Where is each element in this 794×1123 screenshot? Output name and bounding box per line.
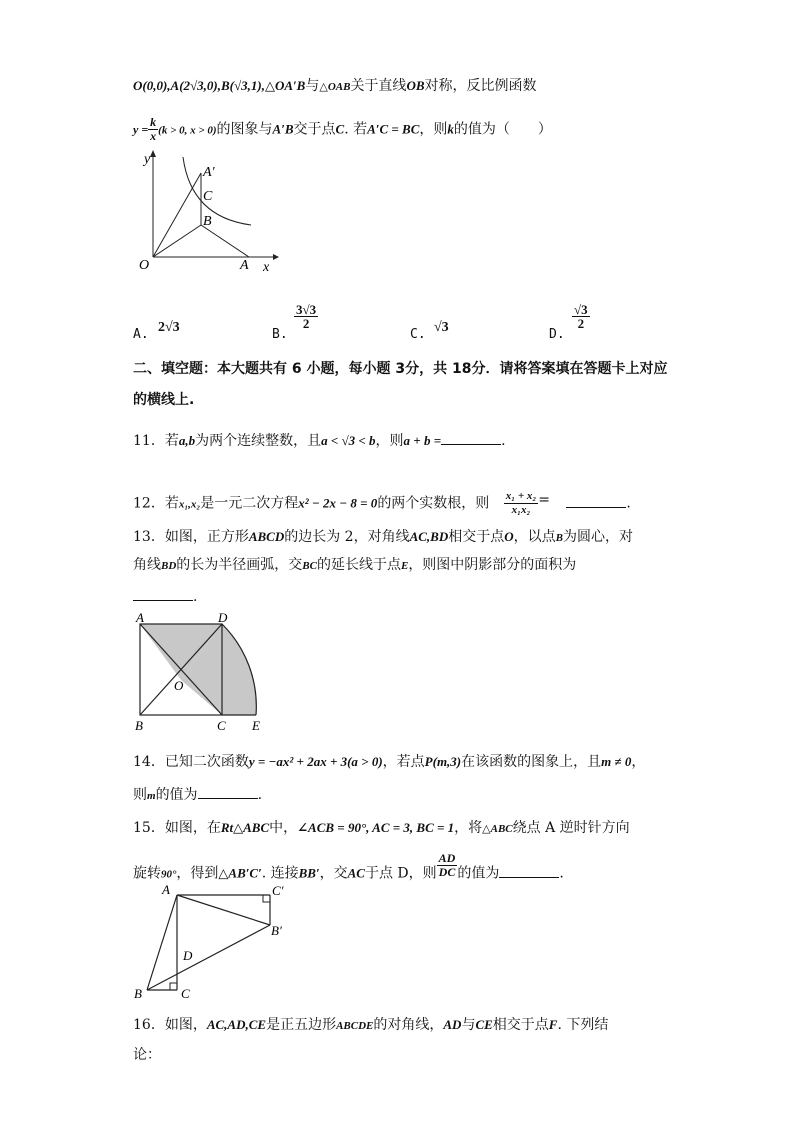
q10-func-y: y = — [133, 122, 149, 137]
q16-line1: 16．如图，AC,AD,CE是正五边形ABCDE的对角线，AD与CE相交于点F. 下列结 — [133, 1017, 609, 1033]
q12-answer-blank[interactable] — [566, 493, 626, 508]
label-a: A — [240, 258, 249, 273]
segment-ab-prime — [177, 895, 270, 925]
q15-line2: 旋转90°，得到△AB′C′. 连接BB′，交AC于点 D，则 $\frac{AD}{DC}$ 的值为 . — [133, 851, 564, 882]
q10-text: 交于点 — [293, 121, 336, 138]
q15-answer-blank[interactable] — [499, 863, 559, 878]
q16-line2: 论： — [133, 1047, 161, 1063]
option-c-label[interactable]: C. — [410, 327, 426, 342]
right-angle-c-prime — [263, 895, 270, 902]
q10-points: O(0,0),A(2√3,0),B(√3,1),△OA′B — [133, 78, 306, 93]
q10-text: 的图象与 — [216, 121, 273, 138]
label-b-prime: B′ — [271, 923, 282, 938]
segment-ob — [153, 225, 201, 257]
q10-c: C — [335, 121, 345, 137]
label-o: O — [139, 258, 150, 273]
section2-heading: 二、填空题：本大题共有 6 小题，每小题 3分，共 18分．请将答案填在答题卡上对应 — [133, 361, 668, 377]
option-c-value: √3 — [434, 320, 449, 335]
right-angle-c — [170, 983, 177, 990]
q14-line1: 14．已知二次函数y = −ax² + 2ax + 3(a > 0)，若点P(m,3)在该函数的图象上，且m ≠ 0， — [133, 754, 646, 770]
y-axis-arrow — [150, 150, 156, 157]
label-b: B — [203, 214, 212, 229]
q13-answer-blank[interactable] — [133, 586, 193, 601]
label-a-prime: A′ — [203, 165, 215, 180]
q10-tri: △OAB — [319, 81, 351, 93]
q10-func-cond: (k > 0, x > 0) — [158, 124, 217, 137]
q11: 11．若a,b为两个连续整数，且a < √3 < b，则a + b = . — [133, 430, 506, 451]
q10-ob: OB — [406, 78, 425, 93]
q10-text: 与 — [305, 78, 320, 94]
label-d: D — [183, 948, 193, 963]
label-o: O — [174, 678, 184, 693]
q15-frac: $\frac{AD}{DC}$ — [438, 851, 456, 879]
q10-ab: A′B — [272, 121, 294, 137]
label-c: C — [217, 718, 226, 733]
q12-frac: $\frac{\text{x₁ + x₂}}{\text{x₁x₂}}$ — [505, 490, 537, 516]
q10-line2 — [133, 116, 552, 143]
option-d-frac: $\frac{√3}{2}$ — [574, 302, 588, 331]
segment-oa-prime — [153, 173, 201, 257]
segment-ab — [147, 895, 177, 990]
label-c: C — [181, 986, 190, 1001]
q13-line3: . — [133, 586, 197, 607]
x-axis-arrow — [273, 254, 279, 260]
hyperbola-curve — [183, 157, 251, 225]
q10-figure — [133, 145, 283, 275]
option-b-label[interactable]: B. — [272, 327, 288, 342]
q14-answer-blank[interactable] — [198, 784, 258, 799]
q13-line2: 角线BD的长为半径画弧，交BC的延长线于点E，则图中阴影部分的面积为 — [133, 557, 577, 573]
option-a-label[interactable]: A. — [133, 327, 149, 342]
label-b: B — [135, 718, 143, 733]
label-c-prime: C′ — [272, 883, 284, 898]
q13-line1: 13．如图，正方形ABCD的边长为 2，对角线AC,BD相交于点O，以点B为圆心，对 — [133, 529, 633, 545]
q10-k: k — [447, 121, 454, 137]
q12: 12．若x₁,x₂是一元二次方程x² − 2x − 8 = 0的两个实数根，则 $\frac{\text{x₁ + x₂}}{\text{x₁x₂}}$ = . — [133, 490, 631, 516]
label-e: E — [252, 718, 260, 733]
shade-arc-region — [222, 624, 256, 715]
option-d-label[interactable]: D. — [549, 327, 565, 342]
q10-text: 对称，反比例函数 — [424, 78, 537, 94]
label-y: y — [144, 152, 151, 167]
label-a: A — [162, 882, 170, 897]
segment-bb-prime — [147, 925, 270, 990]
q13-figure — [130, 610, 280, 735]
label-b: B — [134, 986, 142, 1001]
q11-answer-blank[interactable] — [441, 430, 501, 445]
label-d: D — [218, 610, 228, 625]
q10-func-frac: $\frac{k}{x}$ — [150, 115, 157, 143]
q14-line2: 则m的值为 . — [133, 784, 262, 806]
label-a: A — [136, 610, 144, 625]
section2-heading-cont: 的横线上. — [133, 392, 195, 408]
q10-text: 的值为（ ） — [453, 121, 552, 138]
segment-ba — [201, 225, 249, 257]
option-a-value: 2√3 — [158, 320, 180, 335]
option-b-frac: $\frac{3√3}{2}$ — [296, 302, 317, 331]
q10-eq: A′C = BC — [367, 121, 420, 137]
label-x: x — [263, 260, 270, 275]
q10-line1 — [133, 76, 537, 97]
q10-text: ，则 — [419, 121, 448, 138]
q15-line1: 15．如图，在Rt△ABC中，∠ACB = 90°, AC = 3, BC = 1，将△ABC绕点 A 逆时针方向 — [133, 820, 630, 836]
q10-text: 关于直线 — [350, 78, 407, 94]
q10-text: . 若 — [344, 121, 368, 138]
label-c: C — [203, 189, 213, 204]
q15-figure — [130, 880, 300, 1005]
